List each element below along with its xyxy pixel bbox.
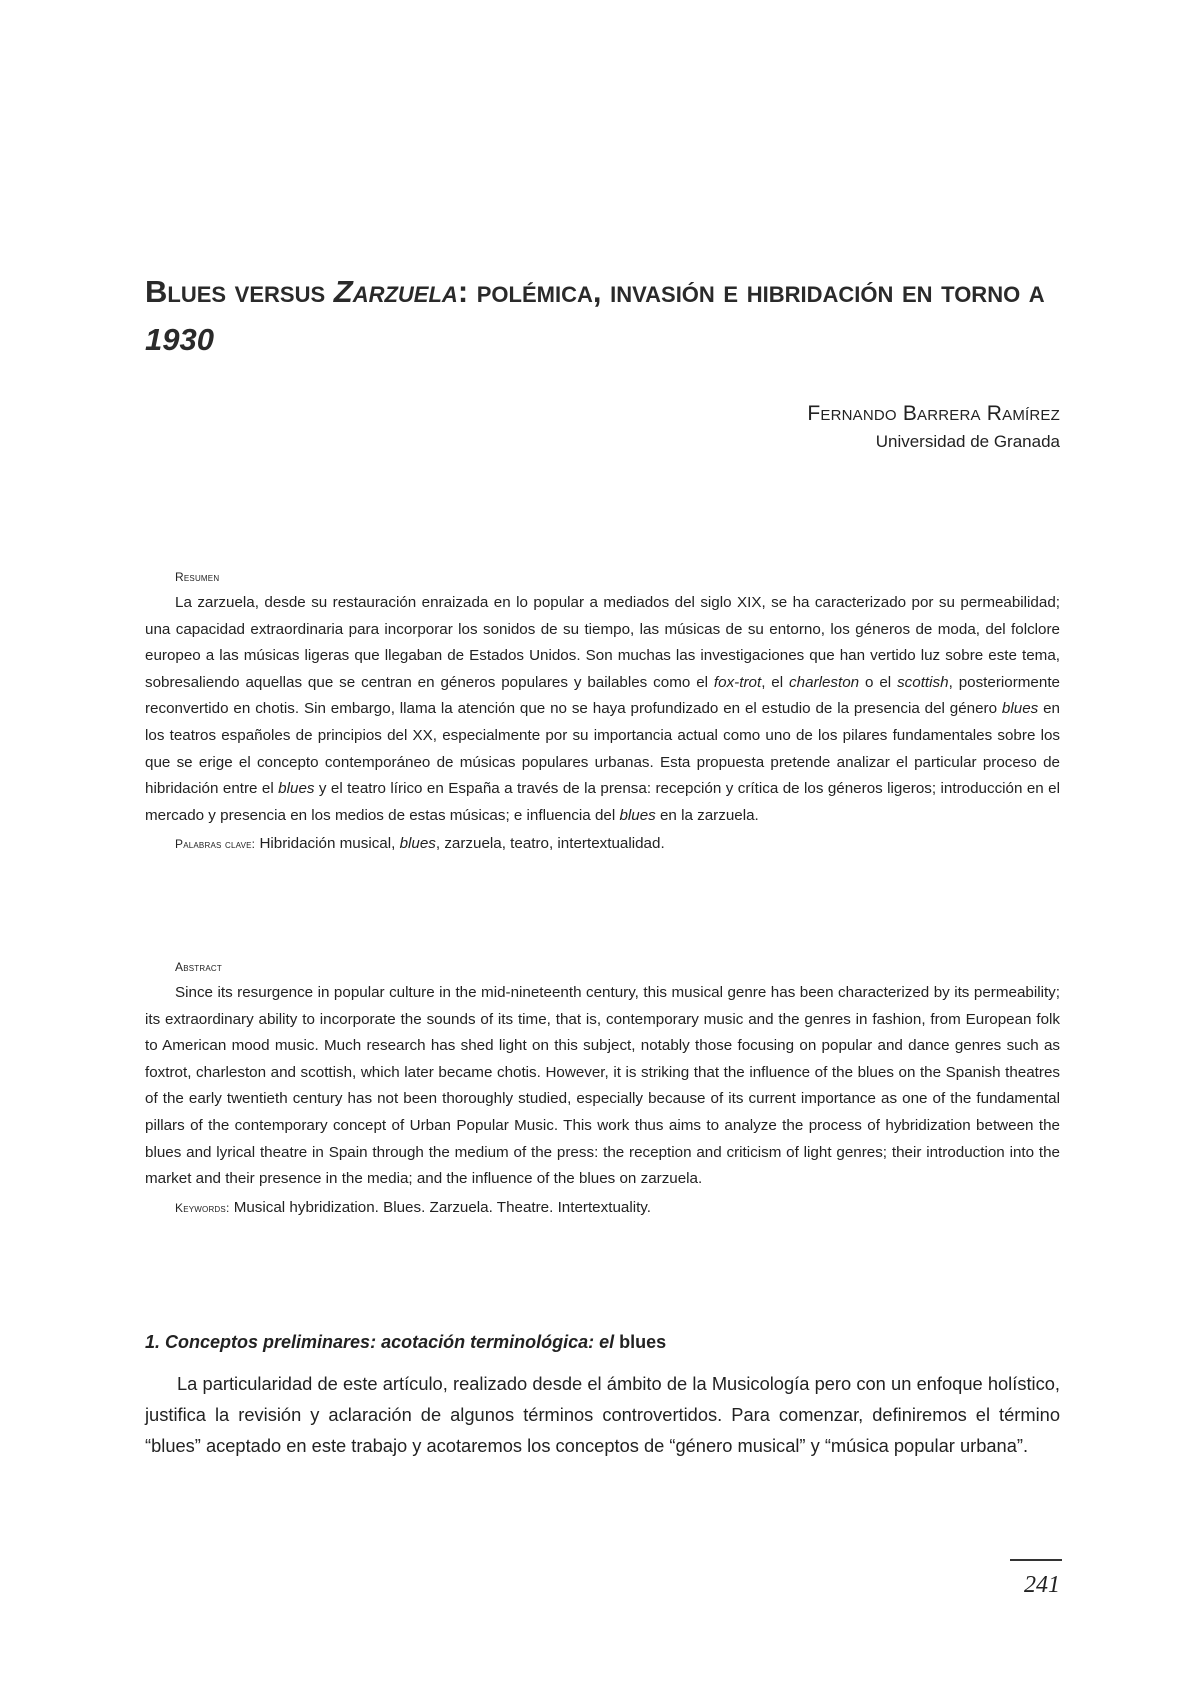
article-title xyxy=(145,268,1045,364)
author-name: Fernando Barrera Ramírez xyxy=(807,402,1060,425)
body-paragraph: La particularidad de este artículo, realizado desde el ámbito de la Musicología pero con un enfoque holístico, justifica la revisión y aclaración de algunos términos controvertidos. Para comenzar, definiremos el término “blues” aceptado en este trabajo y acotaremos los conceptos de “género musical” y “música popular urbana”. xyxy=(145,1373,1060,1456)
resumen-label: Resumen xyxy=(175,570,220,584)
section-heading: 1. Conceptos preliminares: acotación terminológica: el blues xyxy=(145,1332,667,1352)
resumen-text: La zarzuela, desde su restauración enraizada en lo popular a mediados del siglo XIX, se ha caracterizado por su permeabilidad; una capacidad extraordinaria para incorporar los sonidos de su tiempo, las músicas de su entorno, los géneros de moda, del folclore europeo a las músicas ligeras que llegaban de Estados Unidos. Son muchas las investigaciones que han vertido luz sobre este tema, sobresaliendo aquellas que se centran en géneros populares y bailables como el fox-trot, el charleston o el scottish, posteriormente reconvertido en chotis. Sin embargo, llama la atención que no se haya profundizado en el estudio de la presencia del género blues en los teatros españoles de principios del XX, especialmente por su importancia actual como uno de los pilares fundamentales sobre los que se erige el concepto contemporáneo de músicas populares urbanas. Esta propuesta pretende analizar el particular proceso de hibridación entre el blues y el teatro lírico en España a través de la prensa: recepción y crítica de los géneros ligeros; introducción en el mercado y presencia en los medios de estas músicas; e influencia del blues en la zarzuela. xyxy=(145,594,1060,824)
abstract-label: Abstract xyxy=(175,960,222,974)
abstract-section xyxy=(145,960,1060,1221)
title-part: : polémica, invasión e hibridación en torno a xyxy=(457,274,1045,309)
title-year: 1930 xyxy=(145,322,214,357)
resumen-keywords: Palabras clave: Hibridación musical, blues, zarzuela, teatro, intertextualidad. xyxy=(175,835,665,853)
title-part: Blues versus xyxy=(145,274,334,309)
abstract-text: Since its resurgence in popular culture in the mid-nineteenth century, this musical genre has been characterized by its permeability; its extraordinary ability to incorporate the sounds of its time, that is, contemporary music and the genres in fashion, from European folk to American mood music. Much research has shed light on this subject, notably those focusing on popular and dance genres such as foxtrot, charleston and scottish, which later became chotis. However, it is striking that the influence of the blues on the Spanish theatres of the early twentieth century has not been thoroughly studied, especially because of its current importance as one of the fundamental pillars of the contemporary concept of Urban Popular Music. This work thus aims to analyze the process of hybridization between the blues and lyrical theatre in Spain through the medium of the press: the reception and criticism of light genres; their introduction into the market and their presence in the media; and the influence of the blues on zarzuela. xyxy=(145,984,1060,1188)
keywords-label: Palabras clave: xyxy=(175,837,256,852)
author-block xyxy=(807,400,1060,456)
abstract-keywords: Keywords: Musical hybridization. Blues. Zarzuela. Theatre. Intertextuality. xyxy=(175,1198,651,1216)
resumen-section xyxy=(145,570,1060,857)
footer-rule xyxy=(1010,1559,1062,1561)
keywords-label: Keywords: xyxy=(175,1200,230,1215)
title-part-italic: Zarzuela xyxy=(333,274,458,309)
page-number: 241 xyxy=(1024,1572,1060,1598)
author-affiliation: Universidad de Granada xyxy=(875,432,1060,451)
